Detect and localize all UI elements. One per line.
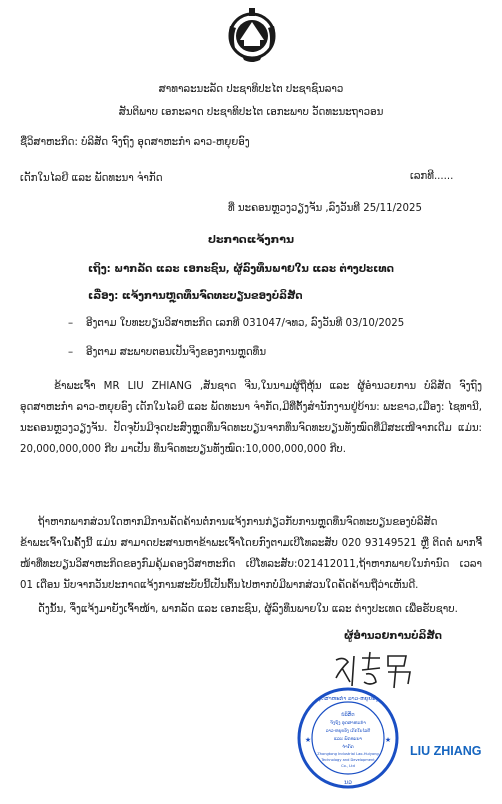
svg-text:ຈຳກັດ: ຈຳກັດ [342, 745, 354, 750]
svg-text:Co., Ltd: Co., Ltd [341, 764, 355, 768]
motto-header: ສັນຕິພາບ ເອກະລາດ ປະຊາທິປະໄຕ ເອກະພາບ ວັດທະນະຖາວອນ [118, 107, 384, 118]
reference-bullet: – [68, 318, 74, 329]
recipient-line: ເຖິງ: ພາກລັດ ແລະ ເອກະຊົນ, ຜູ້ລົງທຶນພາຍໃນ ແລະ ຕ່າງປະເທດ [88, 264, 394, 275]
document-number: ເລກທີ...... [410, 171, 454, 182]
company-name-line: ຊື່ວິສາຫະກິດ: ບໍລິສັດ ຈົງຖົງ ອຸດສາຫະກຳ ລາວ-ຫຍຸຍອົງ [20, 137, 250, 148]
document-title: ປະກາດແຈ້ງການ [207, 233, 295, 246]
signatory-name: LIU ZHIANG [410, 744, 482, 758]
body-paragraph: ຂ້າພະເຈົ້າ MR LIU ZHIANG ,ສັນຊາດ ຈີນ,ໃນນາມຜູ້ຖືຫຸ້ນ ແລະ ຜູ້ອຳນວຍການ ບໍລິສັດ ຈົງຖົງ ອຸດສາຫະກຳ ລາວ-ຫຍຸຍອົງ ເດັກໃນໄລຍີ ແລະ ພັດທະນາ ຈຳກັດ,ມີທີ່ຕັ້ງສຳນັກງານຢູ່ບ້ານ: ພະຂາວ,ເມືອງ: ໄຊທານີ, ນະຄອນຫຼວງວຽງຈັນ. ປັດຈຸບັນມີຈຸດປະສົງຫຼຸດທຶນຈົດທະບຽນຈາກທຶນຈົດທະບຽນທັງໝົດທີ່ມີສະເໜີຈາກເດີມ ແມ່ນ: 20,000,000,000 ກີບ ມາເປັນ ທຶນຈົດທະບຽນທັງໝົດ:10,000,000,000 ກີບ. [20, 381, 482, 455]
country-header: ສາທາລະນະລັດ ປະຊາທິປະໄຕ ປະຊາຊົນລາວ [158, 84, 344, 95]
date-line: ທີ່ ນະຄອນຫຼວງວຽງຈັນ ,ລົງວັນທີ 25/11/2025 [228, 203, 422, 214]
company-seal [296, 686, 400, 790]
svg-text:ຈົງຖົງ ອຸດສາຫະກຳ: ຈົງຖົງ ອຸດສາຫະກຳ [330, 721, 366, 726]
subject-line: ເລື່ອງ: ແຈ້ງການຫຼຸດທຶນຈົດທະບຽນຂອງບໍລິສັດ [88, 291, 303, 302]
svg-text:Technology and Development: Technology and Development [321, 758, 375, 762]
national-emblem-icon [222, 6, 282, 62]
svg-text:★: ★ [384, 736, 392, 744]
company-location-line: ເດັກໃນໄລຍີ ແລະ ພັດທະນາ ຈຳກັດ [20, 173, 163, 184]
body-paragraph: ດັ່ງນັ້ນ, ຈຶ່ງແຈ້ງມາຍັງເຈົ້າໜ້າ, ພາກລັດ ແລະ ເອກະຊົນ, ຜູ້ລົງທຶນພາຍໃນ ແລະ ຕ່າງປະເທດ ເພື່ອຮັບຊາບ. [38, 604, 458, 615]
svg-text:ນວ: ນວ [344, 779, 352, 786]
reference-item: ອີງຕາມ ໃບທະບຽນວິສາຫະກິດ ເລກທີ 031047/ຈທວ, ລົງວັນທີ 03/10/2025 [86, 318, 405, 329]
svg-text:ອຸດສາຫະກຳ ລາວ-ຫຍຸຍອົງ: ອຸດສາຫະກຳ ລາວ-ຫຍຸຍອົງ [317, 696, 379, 702]
svg-text:Zhongtong Industrial Lao-Huiyo: Zhongtong Industrial Lao-Huiyong [317, 752, 379, 756]
reference-item: ອີງຕາມ ສະພາບຕອນເປັນຈິງຂອງການຫຼຸດທຶນ [86, 347, 267, 358]
svg-text:ແລະ ພັດທະນາ: ແລະ ພັດທະນາ [333, 737, 363, 742]
svg-text:ບໍລິສັດ: ບໍລິສັດ [341, 712, 355, 718]
svg-text:★: ★ [304, 736, 312, 744]
reference-bullet: – [68, 347, 74, 358]
body-paragraph: ຖ້າຫາກພາກສ່ວນໃດຫາກມີການຄັດຄ້ານຕໍ່ການແຈ້ງການກ່ຽວກັບການຫຼຸດທຶນຈົດທະບຽນຂອງບໍລິສັດ ຂ້າພະເຈົ້າໃນຄັ້ງນີ້ ແມ່ນ ສາມາດປະສານຫາຂ້າພະເຈົ້າໂດຍກົງຕາມເບີໂທລະສັບ 020 93149521 ຫຼື ຕິດຕໍ່ ພາກຈີ້ໜ້າທີ່ທະບຽນວິສາຫະກິດຂອງກົມຄຸ້ມຄອງວິສາຫະກິດ ເບີໂທລະສັບ:021412011,ຖ້າຫາກພາຍໃນກຳນົດ ເວລາ 01 ເດືອນ ນັບຈາກວັນປະກາດແຈ້ງການສະບັບນີ້ເປັນຕົ້ນໄປຫາກບໍ່ມີພາກສ່ວນໃດຄັດຄ້ານຖືວ່າເຫັນດີ. [20, 517, 482, 591]
signatory-title: ຜູ້ອຳນວຍການບໍລິສັດ [344, 631, 442, 642]
svg-text:ລາວ-ຫຍຸຍອົງ ເດັກໃນໄລຍີ: ລາວ-ຫຍຸຍອົງ ເດັກໃນໄລຍີ [325, 728, 371, 733]
